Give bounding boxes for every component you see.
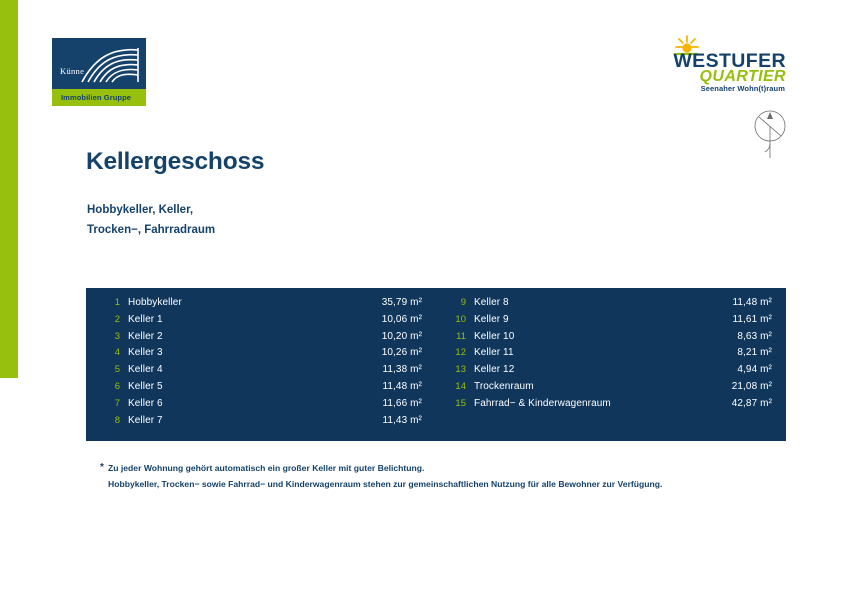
row-label: Keller 9 [474, 313, 509, 325]
page-title: Kellergeschoss [86, 148, 265, 175]
row-label: Keller 11 [474, 347, 514, 359]
row-area: 4,94 m² [737, 364, 772, 376]
row-label: Keller 5 [128, 380, 163, 392]
row-number: 5 [114, 364, 120, 376]
row-number: 12 [455, 347, 466, 359]
row-area: 11,48 m² [732, 297, 772, 308]
westufer-line1: WESTUFER [673, 50, 786, 72]
table-row [100, 415, 422, 432]
row-number: 14 [455, 380, 466, 392]
row-label: Keller 4 [128, 364, 163, 376]
row-area: 11,38 m² [382, 364, 422, 376]
footnote-line1: Zu jeder Wohnung gehört automatisch ein großer Keller mit guter Belichtung. [108, 463, 425, 473]
row-label: Keller 1 [128, 313, 163, 325]
row-number: 1 [114, 297, 120, 308]
row-label: Keller 12 [474, 364, 515, 376]
row-area: 10,20 m² [381, 330, 422, 342]
row-label: Keller 3 [128, 347, 163, 359]
footnote-asterisk: * [100, 462, 104, 473]
footnote-line2: Hobbykeller, Trocken− sowie Fahrrad− und Kinderwagenraum stehen zur gemeinschaftlichen Nutzung für alle Bewohner zur Verfügung. [108, 479, 663, 489]
row-number: 8 [114, 414, 120, 426]
westufer-line2: QUARTIER [699, 68, 786, 85]
westufer-tagline: Seenaher Wohn(t)raum [700, 84, 785, 93]
row-area: 21,08 m² [731, 380, 772, 392]
table-row [100, 347, 422, 364]
westufer-quartier-logo [673, 36, 786, 93]
row-number: 15 [455, 397, 466, 409]
row-number: 11 [456, 330, 466, 342]
room-schedule-column-left [86, 297, 436, 431]
kunne-logo [52, 38, 146, 106]
table-row [100, 364, 422, 381]
kunne-logo-band-text: Immobilien Gruppe [61, 92, 132, 102]
row-area: 42,87 m² [731, 397, 772, 409]
north-arrow-icon [748, 108, 792, 160]
page-subtitle-line1: Hobbykeller, Keller, [87, 204, 194, 216]
table-row [446, 398, 772, 415]
row-area: 11,61 m² [732, 313, 772, 325]
table-row [100, 398, 422, 415]
row-number: 13 [455, 364, 466, 376]
footnote [100, 460, 760, 492]
row-area: 10,26 m² [381, 347, 422, 359]
page-subtitle-line2: Trocken−, Fahrradraum [87, 224, 216, 236]
row-label: Keller 8 [474, 297, 509, 308]
row-label: Keller 7 [128, 414, 163, 426]
table-row [446, 314, 772, 331]
table-row [446, 364, 772, 381]
row-number: 2 [114, 313, 120, 325]
row-area: 11,48 m² [382, 380, 422, 392]
row-area: 8,63 m² [737, 330, 772, 342]
row-area: 11,66 m² [382, 397, 422, 409]
row-number: 10 [455, 313, 466, 325]
row-label: Keller 6 [128, 397, 163, 409]
row-number: 6 [114, 380, 120, 392]
table-row [100, 331, 422, 348]
row-label: Keller 2 [128, 330, 163, 342]
room-schedule-column-right [436, 297, 786, 431]
table-row [446, 381, 772, 398]
table-row [100, 297, 422, 314]
row-label: Trockenraum [474, 380, 534, 392]
left-accent-bar [0, 0, 18, 378]
kunne-logo-band [52, 89, 146, 106]
table-row [446, 331, 772, 348]
row-number: 3 [114, 330, 120, 342]
row-area: 8,21 m² [737, 347, 772, 359]
row-number: 7 [114, 397, 120, 409]
page-subtitle [87, 200, 215, 240]
row-label: Keller 10 [474, 330, 515, 342]
row-label: Hobbykeller [128, 297, 182, 308]
row-area: 35,79 m² [381, 297, 422, 308]
row-number: 9 [460, 297, 466, 308]
table-row [100, 314, 422, 331]
room-schedule-panel [86, 288, 786, 441]
kunne-logo-name: Künne [60, 66, 85, 76]
table-row [100, 381, 422, 398]
row-label: Fahrrad− & Kinderwagenraum [474, 397, 611, 409]
row-area: 10,06 m² [381, 313, 422, 325]
row-area: 11,43 m² [382, 414, 422, 426]
table-row [446, 347, 772, 364]
arcs-logo-icon [52, 38, 146, 88]
row-number: 4 [114, 347, 120, 359]
table-row [446, 297, 772, 314]
